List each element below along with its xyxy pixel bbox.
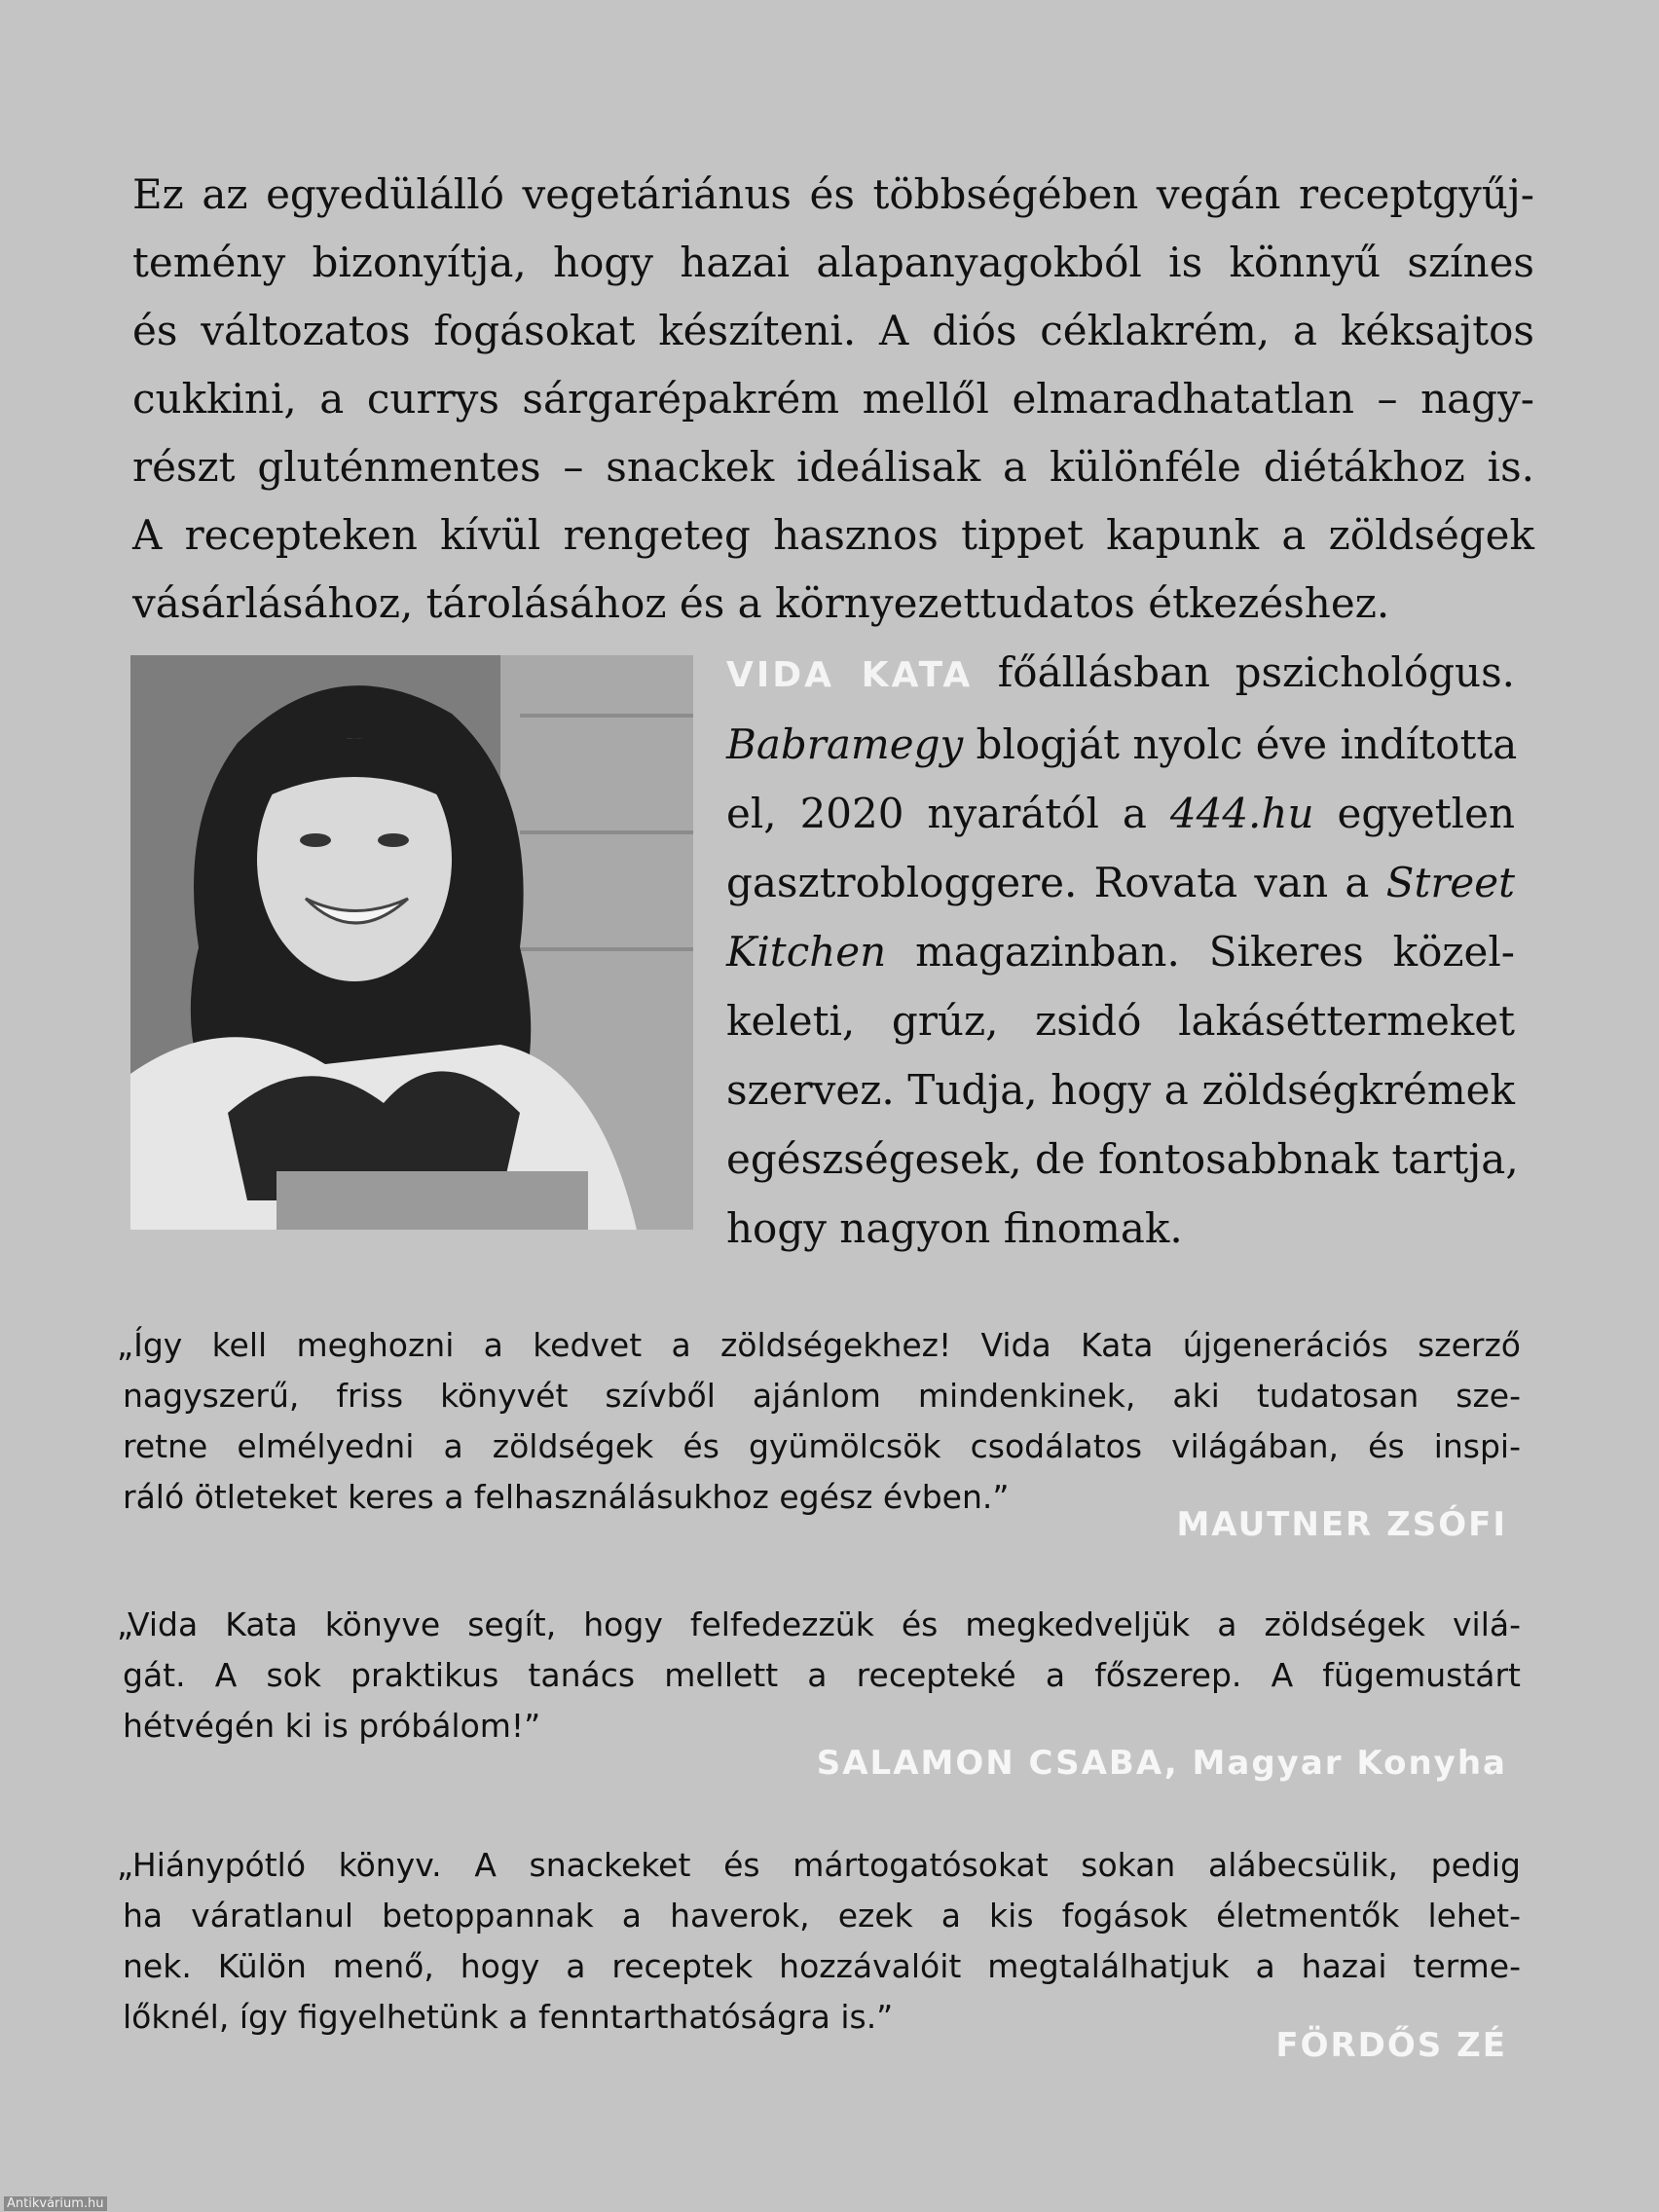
bio-text: gasztrobloggere. Rovata van a: [726, 859, 1386, 906]
quote-line: „Vida Kata könyve segít, hogy felfedezzük és megkedveljük a zöldségek vilá-: [117, 1605, 1521, 1643]
bio-text: blogját nyolc éve indította: [963, 720, 1518, 768]
author-name: VIDA KATA: [726, 655, 974, 695]
quote-mautner: [117, 1320, 1521, 1523]
quote-attribution: SALAMON CSABA, Magyar Konyha: [816, 1744, 1507, 1783]
bio-line: egészségesek, de fontosabbnak tartja,: [726, 1135, 1519, 1183]
magazine-name: Kitchen: [726, 928, 887, 976]
intro-line: és változatos fogásokat készíteni. A diós céklakrém, a kéksajtos: [132, 307, 1534, 354]
bio-text: egyetlen: [1313, 790, 1516, 837]
bio-line: [726, 779, 1515, 848]
quote-line: retne elmélyedni a zöldségek és gyümölcsök csodálatos világában, és inspi-: [123, 1427, 1521, 1465]
quote-salamon: [117, 1600, 1521, 1751]
quote-line: nek. Külön menő, hogy a receptek hozzávalóit megtalálhatjuk a hazai terme-: [123, 1947, 1521, 1985]
bio-line: szervez. Tudja, hogy a zöldségkrémek: [726, 1066, 1515, 1114]
bio-text: magazinban. Sikeres közel-: [886, 928, 1515, 976]
quote-attribution: MAUTNER ZSÓFI: [1176, 1505, 1507, 1544]
intro-paragraph: [132, 161, 1534, 638]
quote-line: „Így kell meghozni a kedvet a zöldségekhez! Vida Kata újgenerációs szerző: [117, 1326, 1521, 1364]
bio-line: keleti, grúz, zsidó lakáséttermeket: [726, 997, 1515, 1045]
intro-line: temény bizonyítja, hogy hazai alapanyagokból is könnyű színes: [132, 239, 1534, 286]
blog-title: Babramegy: [726, 720, 964, 768]
quote-line: gát. A sok praktikus tanács mellett a recepteké a főszerep. A fügemustárt: [123, 1656, 1521, 1694]
intro-line: részt gluténmentes – snackek ideálisak a különféle diétákhoz is.: [132, 443, 1534, 491]
quote-line: hétvégén ki is próbálom!”: [123, 1707, 541, 1745]
magazine-name: Street: [1385, 859, 1515, 906]
intro-line: vásárlásához, tárolásához és a környezettudatos étkezéshez.: [132, 579, 1390, 627]
intro-line: Ez az egyedülálló vegetáriánus és többségében vegán receptgyűj-: [132, 170, 1534, 218]
intro-line: cukkini, a currys sárgarépakrém mellől elmaradhatatlan – nagy-: [132, 375, 1534, 423]
bio-text: el, 2020 nyarától a: [726, 790, 1170, 837]
bio-text: főállásban pszichológus.: [997, 648, 1515, 696]
bio-line: [726, 638, 1515, 710]
quote-attribution: FÖRDŐS ZÉ: [1275, 2026, 1507, 2065]
quote-line: „Hiánypótló könyv. A snackeket és mártogatósokat sokan alábecsülik, pedig: [117, 1846, 1521, 1884]
quote-fordos: [117, 1840, 1521, 2043]
bio-line: [726, 917, 1515, 986]
bio-line: hogy nagyon finomak.: [726, 1204, 1183, 1252]
quote-line: ráló ötleteket keres a felhasználásukhoz egész évben.”: [123, 1478, 1010, 1516]
bio-line: [726, 848, 1515, 917]
quote-line: ha váratlanul betoppannak a haverok, ezek a kis fogások életmentők lehet-: [123, 1897, 1521, 1935]
quote-line: lőknél, így figyelhetünk a fenntarthatóságra is.”: [123, 1998, 894, 2036]
watermark: Antikvárium.hu: [4, 2196, 107, 2211]
site-name: 444.hu: [1169, 790, 1314, 837]
author-photo: [130, 655, 693, 1230]
quote-line: nagyszerű, friss könyvét szívből ajánlom mindenkinek, aki tudatosan sze-: [123, 1377, 1521, 1415]
intro-line: A recepteken kívül rengeteg hasznos tippet kapunk a zöldségek: [132, 511, 1534, 559]
bio-line: [726, 710, 1518, 779]
author-bio: [726, 638, 1519, 1263]
